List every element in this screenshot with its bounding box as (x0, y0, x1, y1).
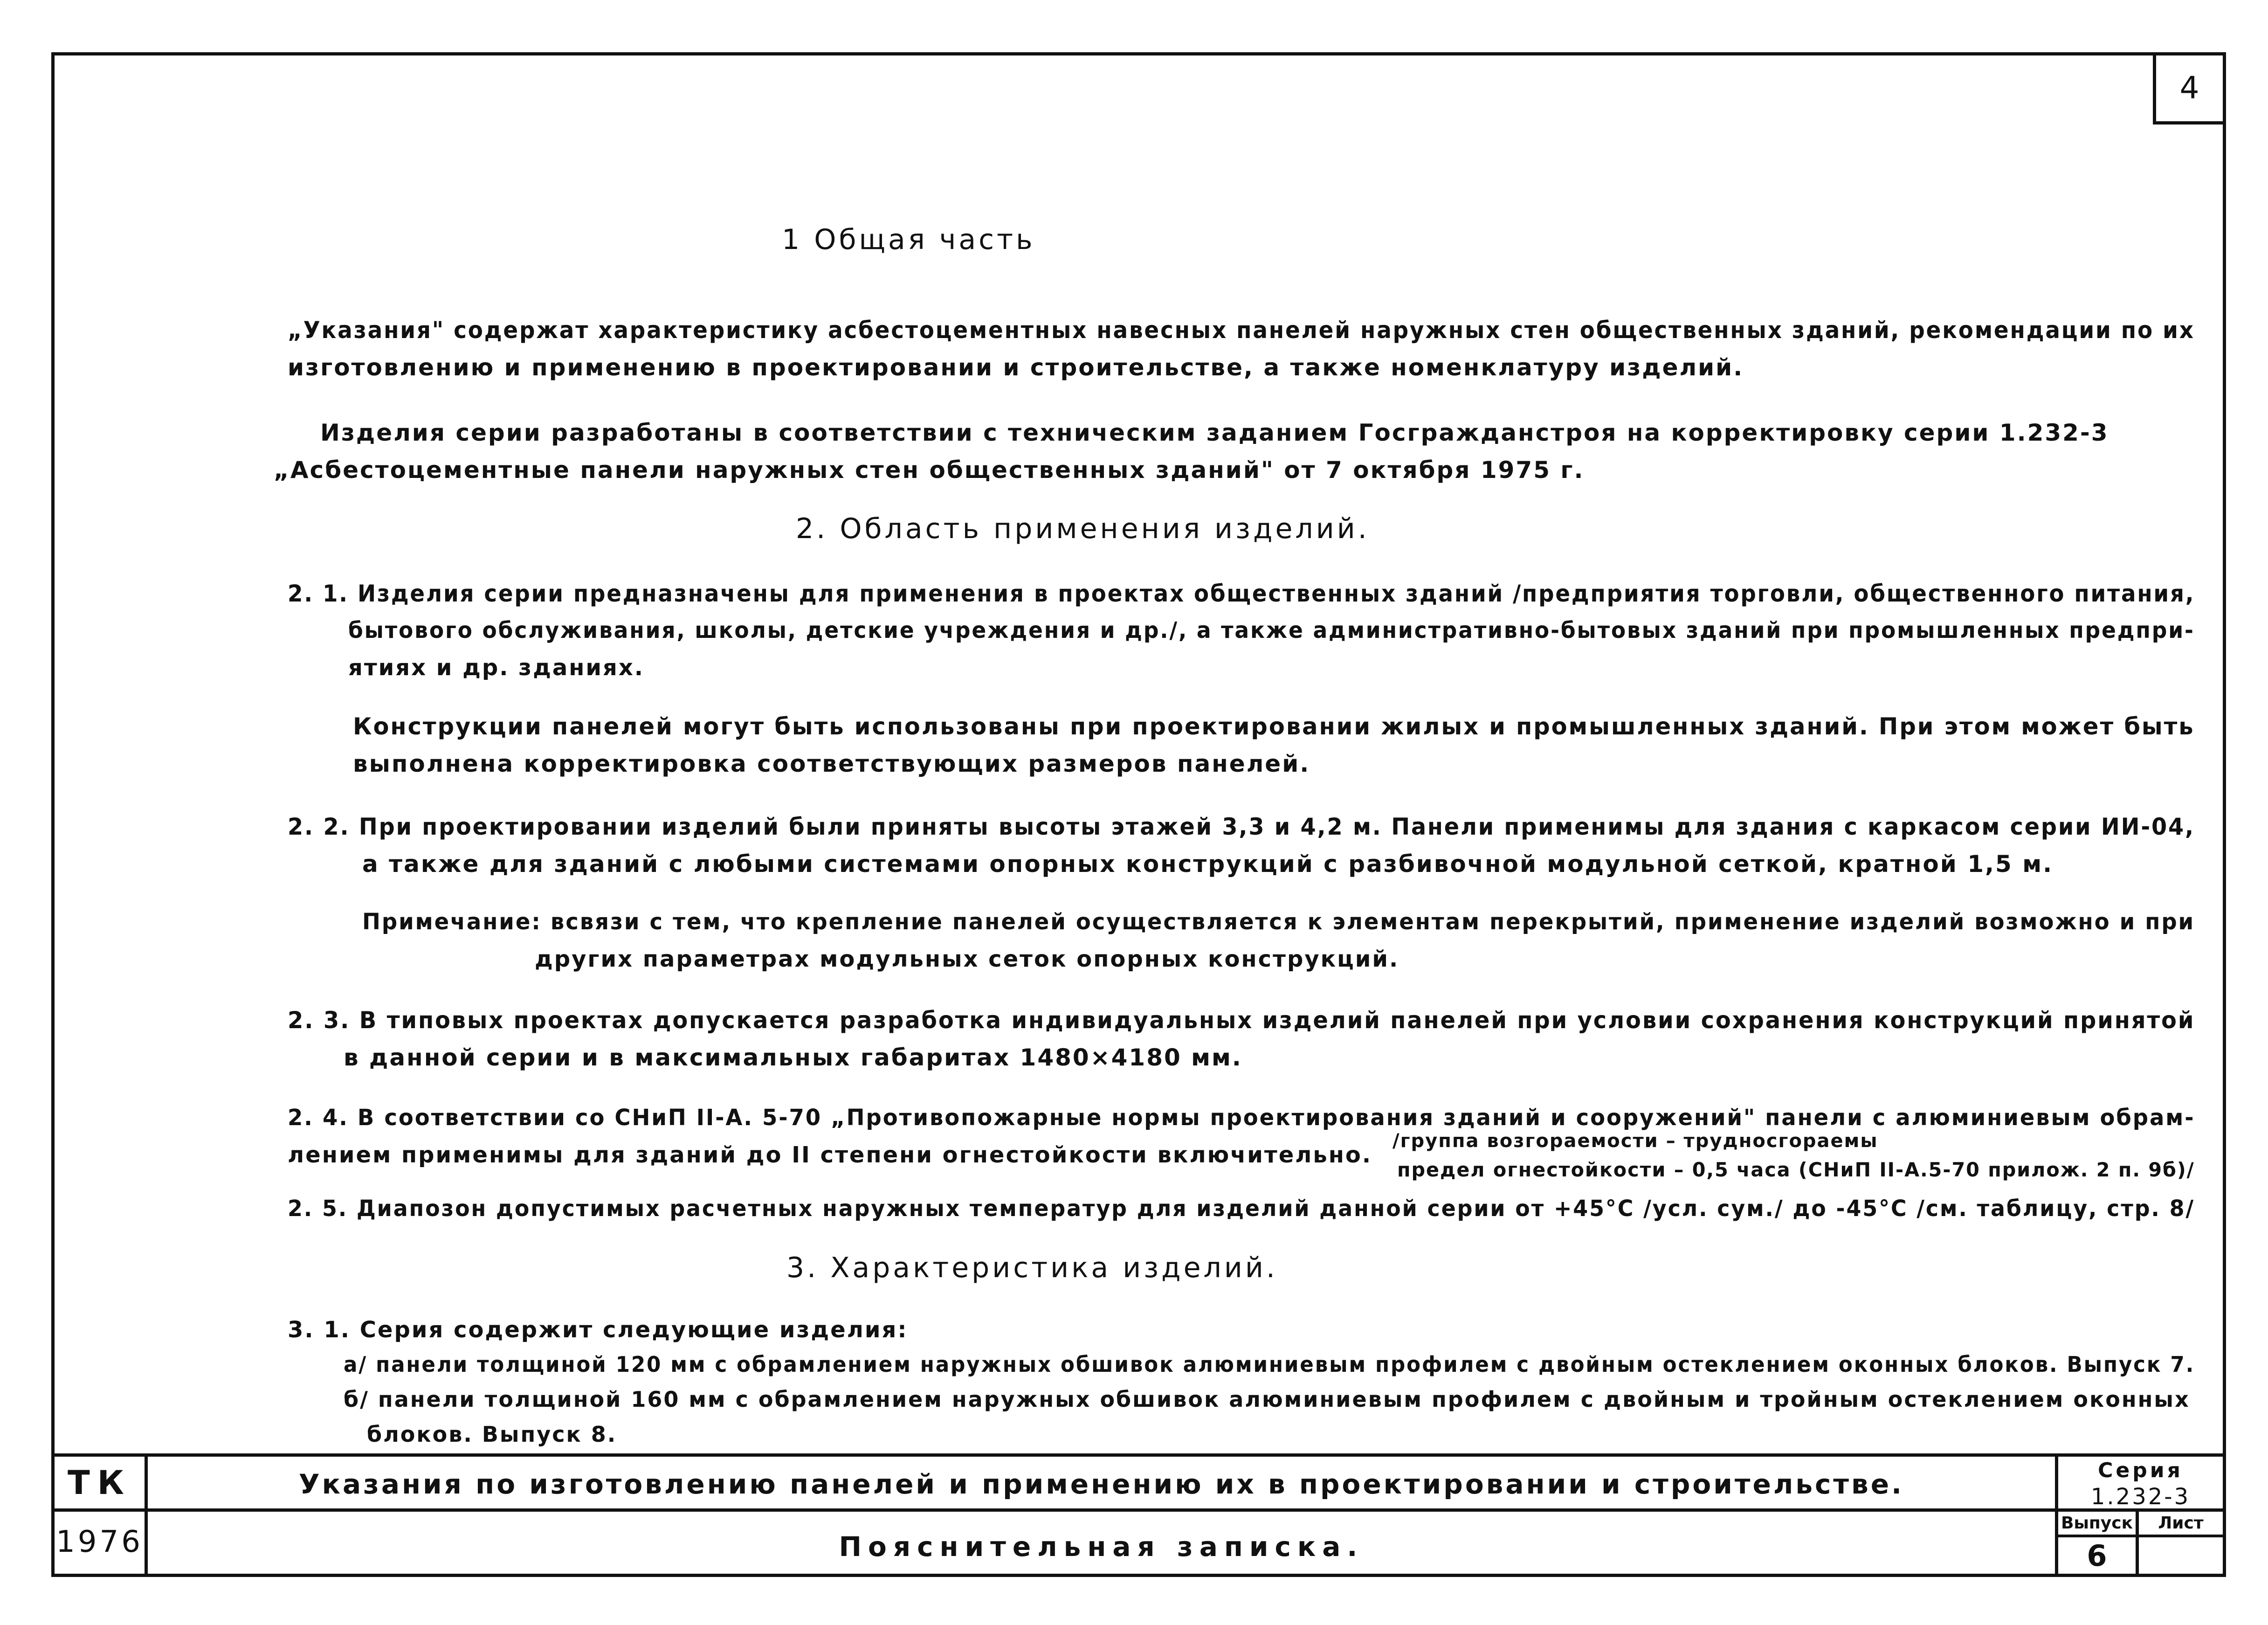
p2-1b-line-2: выполнена корректировка соответствующих размеров панелей. (353, 750, 1310, 777)
p2-2-line-2: а также для зданий с любыми системами опорных конструкций с разбивочной модульной сеткой, кратной 1,5 м. (362, 851, 2054, 878)
p2-3-line-2: в данной серии и в максимальных габаритах 1480×4180 мм. (344, 1044, 1242, 1071)
p2-1-line-2: бытового обслуживания, школы, детские учреждения и др./, а также административно-бытовых зданий при промышленных предпри- (348, 617, 2195, 643)
p2-1-line-3: ятиях и др. зданиях. (348, 655, 645, 681)
document-subtitle: Пояснительная записка. (839, 1531, 1364, 1563)
issue-value: 6 (2087, 1539, 2107, 1573)
p2-2-line-1: 2. 2. При проектировании изделий были приняты высоты этажей 3,3 и 4,2 м. Панели применимы для здания с каркасом серии ИИ-04, (288, 813, 2195, 840)
p2-4-aside-2: предел огнестойкости – 0,5 часа (СНиП II-А.5-70 прилож. 2 п. 9б)/ (1397, 1158, 2195, 1181)
series-value: 1.232-3 (2090, 1484, 2191, 1510)
title-block (55, 1453, 2223, 1574)
section-heading-2: 2. Область применения изделий. (796, 512, 1370, 545)
section-heading-1: 1 Общая часть (782, 223, 1035, 256)
sheet-cell (2139, 1512, 2223, 1574)
page-number: 4 (2153, 55, 2223, 124)
note-line-1: Примечание: всвязи с тем, что крепление панелей осуществляется к элементам перекрытий, применение изделий возможно и при (362, 909, 2195, 935)
year: 1976 (55, 1512, 148, 1574)
document-title: Указания по изготовлению панелей и применению их в проектировании и строительстве. (148, 1457, 2055, 1512)
p2-4-line-2: лением применимы для зданий до II степени огнестойкости включительно. (288, 1142, 1372, 1168)
series-cell (2055, 1457, 2223, 1512)
section-heading-3: 3. Характеристика изделий. (786, 1252, 1278, 1284)
p3-1a-line: а/ панели толщиной 120 мм с обрамлением наружных обшивок алюминиевым профилем с двойным остеклением оконных блоков. Выпуск 7. (344, 1352, 2195, 1377)
p2-4-line-1: 2. 4. В соответствии со СНиП II-А. 5-70 „Противопожарные нормы проектирования зданий и сооружений" панели с алюминиевым обрам- (288, 1105, 2195, 1131)
basis-line-2: „Асбестоцементные панели наружных стен общественных зданий" от 7 октября 1975 г. (274, 456, 1585, 484)
sheet-label: Лист (2139, 1514, 2223, 1537)
note-line-2: других параметрах модульных сеток опорных конструкций. (535, 946, 1399, 972)
intro-line-1: „Указания" содержат характеристику асбестоцементных навесных панелей наружных стен общественных зданий, рекомендации по их (288, 317, 2195, 344)
sheet-content (55, 55, 2223, 1574)
drawing-sheet (51, 52, 2226, 1577)
p2-3-line-1: 2. 3. В типовых проектах допускается разработка индивидуальных изделий панелей при условии сохранения конструкций принятой (288, 1007, 2195, 1034)
p3-1b-line-2: блоков. Выпуск 8. (367, 1422, 617, 1447)
issue-label: Выпуск (2058, 1514, 2136, 1537)
basis-line-1: Изделия серии разработаны в соответствии с техническим заданием Госгражданстроя на корректировку серии 1.232-3 (320, 419, 2109, 446)
p2-4-aside-1: /группа возгораемости – трудносгораемы (1393, 1130, 1878, 1152)
series-label: Серия (2098, 1459, 2183, 1482)
p2-1b-line-1: Конструкции панелей могут быть использованы при проектировании жилых и промышленных зданий. При этом может быть (353, 713, 2195, 740)
org-code: ТК (55, 1457, 148, 1512)
intro-line-2: изготовлению и применению в проектировании и строительстве, а также номенклатуру изделий. (288, 354, 1744, 381)
p3-1-line: 3. 1. Серия содержит следующие изделия: (288, 1317, 908, 1343)
p2-5-line: 2. 5. Диапозон допустимых расчетных наружных температур для изделий данной серии от +45°С /усл. сум./ до -45°С /см. таблицу, стр. 8/ (288, 1196, 2195, 1222)
p3-1b-line-1: б/ панели толщиной 160 мм с обрамлением наружных обшивок алюминиевым профилем с двойным и тройным остеклением оконных (344, 1387, 2190, 1412)
p2-1-line-1: 2. 1. Изделия серии предназначены для применения в проектах общественных зданий /предприятия торговли, общественного питания, (288, 580, 2195, 607)
issue-cell (2055, 1512, 2139, 1574)
